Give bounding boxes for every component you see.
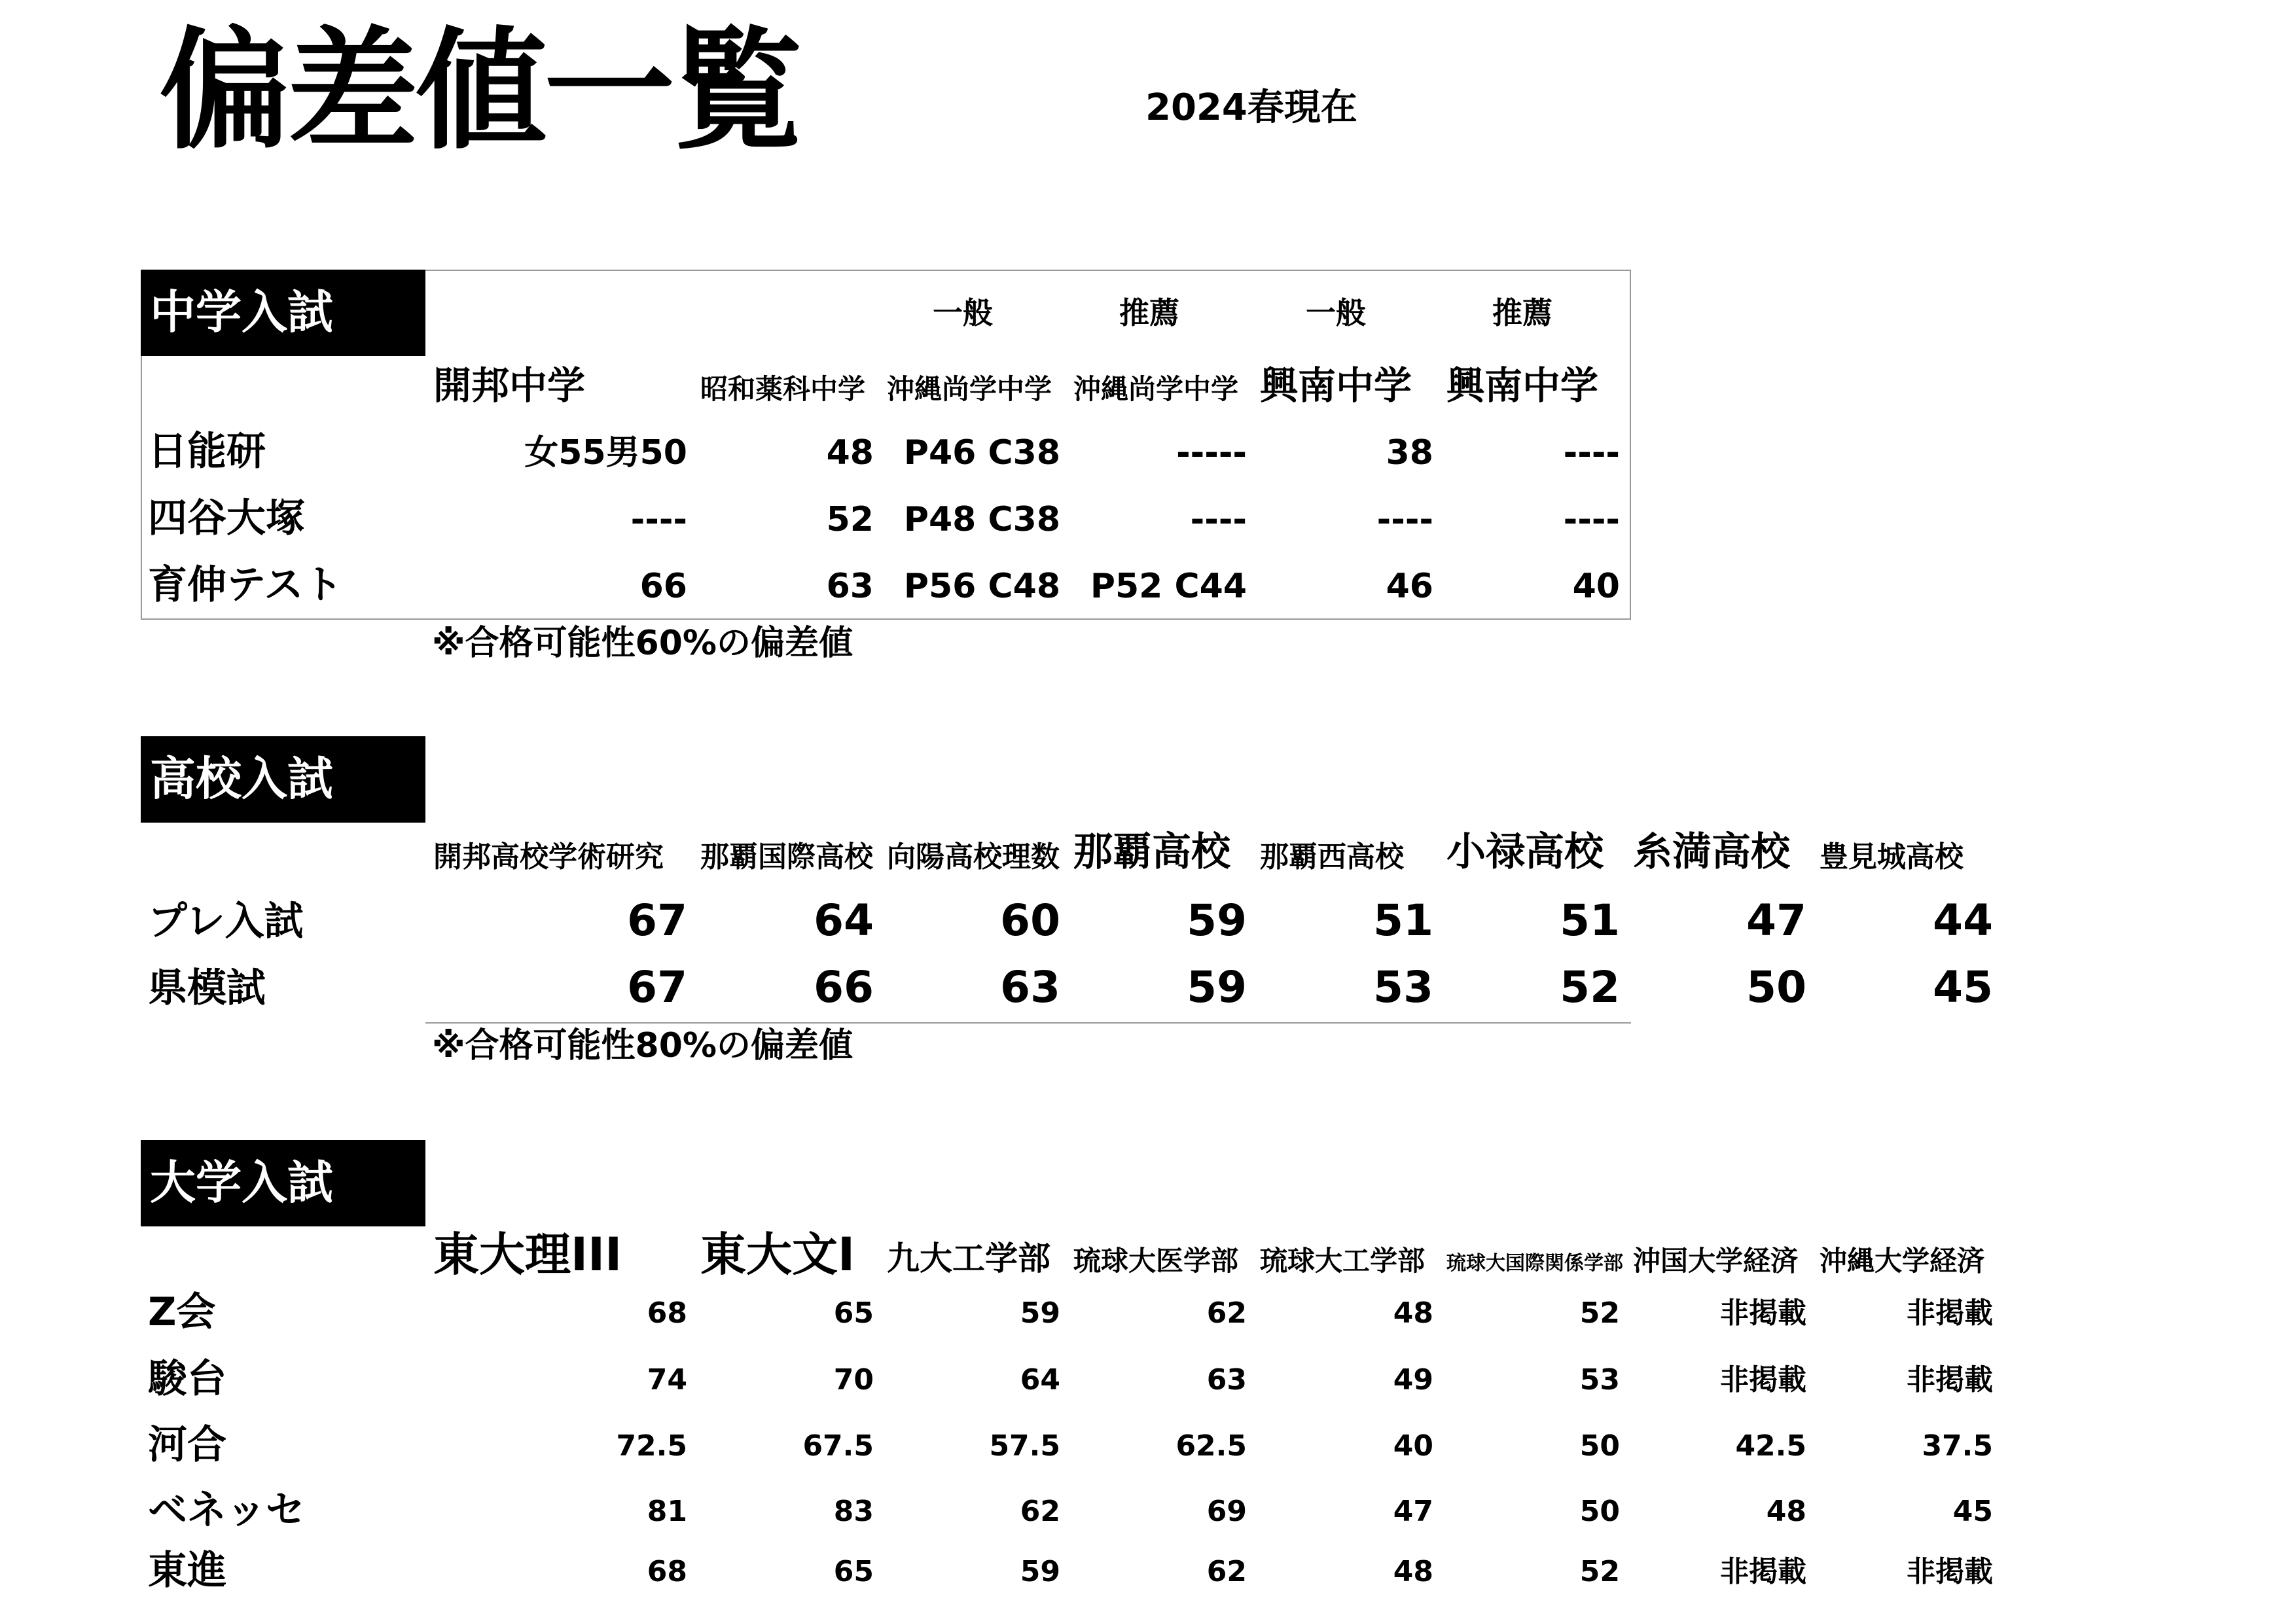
high-school-score: 51 <box>1560 895 1620 946</box>
university-name: 東大文I <box>700 1228 855 1281</box>
university-score: 48 <box>1766 1495 1806 1528</box>
high-school-score: 66 <box>814 962 874 1012</box>
university-name: 沖縄大学経済 <box>1820 1245 1985 1277</box>
middle-school-exam-type: 推薦 <box>1492 295 1552 330</box>
university-score: 48 <box>1393 1296 1433 1330</box>
high-school-score: 64 <box>814 895 874 946</box>
university-score: 45 <box>1952 1495 1993 1528</box>
high-school-score: 45 <box>1933 962 1993 1012</box>
middle-school-score: 48 <box>826 433 874 473</box>
university-score: 74 <box>647 1363 687 1397</box>
university-score: 64 <box>1020 1363 1060 1397</box>
university-score: 68 <box>647 1555 687 1588</box>
middle-school-exam-type: 一般 <box>1306 295 1366 330</box>
university-score: 47 <box>1393 1495 1433 1528</box>
middle-school-score: 52 <box>826 500 874 539</box>
high-school-score: 63 <box>1000 962 1060 1012</box>
middle-school-row-label: 育伸テスト <box>148 562 343 608</box>
middle-school-heading: 中学入試 <box>141 270 425 356</box>
university-score: 68 <box>647 1296 687 1330</box>
university-score: 50 <box>1579 1429 1620 1463</box>
university-score: 非掲載 <box>1907 1363 1993 1397</box>
university-score: 52 <box>1579 1555 1620 1588</box>
high-school-heading: 高校入試 <box>141 736 425 823</box>
middle-school-score: P46 C38 <box>903 433 1060 473</box>
middle-school-name: 沖縄尚学中学 <box>1073 373 1239 405</box>
university-name: 沖国大学経済 <box>1633 1245 1799 1277</box>
university-name: 琉球大国際関係学部 <box>1446 1252 1623 1275</box>
high-school-name: 那覇国際高校 <box>700 840 873 874</box>
middle-school-name: 開邦中学 <box>433 363 586 408</box>
university-score: 59 <box>1020 1555 1060 1588</box>
university-score: 非掲載 <box>1907 1296 1993 1330</box>
high-school-score: 51 <box>1373 895 1433 946</box>
page-title: 偏差値一覧 <box>159 15 801 168</box>
university-score: 81 <box>647 1495 687 1528</box>
university-score: 72.5 <box>616 1429 687 1463</box>
high-school-score: 44 <box>1933 895 1993 946</box>
high-school-name: 那覇高校 <box>1073 829 1230 875</box>
university-row-label: ベネッセ <box>148 1488 305 1533</box>
middle-school-name: 昭和薬科中学 <box>700 373 866 405</box>
university-score: 42.5 <box>1735 1429 1806 1463</box>
high-school-score: 52 <box>1560 962 1620 1012</box>
high-school-name: 小禄高校 <box>1446 829 1604 875</box>
university-score: 59 <box>1020 1296 1060 1330</box>
university-score: 63 <box>1206 1363 1247 1397</box>
high-school-name: 開邦高校学術研究 <box>433 840 664 874</box>
high-school-note: ※合格可能性80%の偏差値 <box>432 1026 853 1065</box>
middle-school-name: 沖縄尚学中学 <box>887 373 1052 405</box>
university-score: 69 <box>1206 1495 1247 1528</box>
university-score: 50 <box>1579 1495 1620 1528</box>
middle-school-score: ---- <box>1563 433 1620 473</box>
university-name: 東大理III <box>433 1228 622 1281</box>
university-row-label: 河合 <box>148 1422 226 1468</box>
university-name: 琉球大医学部 <box>1073 1245 1239 1277</box>
as-of-date: 2024春現在 <box>1145 86 1357 129</box>
high-school-score: 53 <box>1373 962 1433 1012</box>
middle-school-score: P56 C48 <box>903 567 1060 606</box>
high-school-score: 50 <box>1746 962 1806 1012</box>
middle-school-score: ---- <box>1376 500 1433 539</box>
university-name: 琉球大工学部 <box>1260 1245 1426 1277</box>
university-score: 62 <box>1020 1495 1060 1528</box>
university-heading: 大学入試 <box>141 1140 425 1226</box>
university-score: 62.5 <box>1175 1429 1247 1463</box>
middle-school-score: P52 C44 <box>1090 567 1247 606</box>
middle-school-score: 66 <box>639 567 687 606</box>
university-score: 48 <box>1393 1555 1433 1588</box>
university-score: 52 <box>1579 1296 1620 1330</box>
university-row-label: Z会 <box>148 1289 216 1335</box>
high-school-row-label: 県模試 <box>148 965 266 1011</box>
middle-school-row-label: 日能研 <box>148 429 266 474</box>
high-school-name: 糸満高校 <box>1633 829 1790 875</box>
university-score: 非掲載 <box>1720 1555 1806 1588</box>
high-school-row-label: プレ入試 <box>148 899 304 944</box>
university-score: 65 <box>833 1296 874 1330</box>
high-school-underline <box>425 1022 1631 1024</box>
middle-school-score: ----- <box>1176 433 1247 473</box>
high-school-score: 67 <box>627 962 687 1012</box>
university-name: 九大工学部 <box>887 1240 1050 1277</box>
high-school-name: 豊見城高校 <box>1820 840 1964 874</box>
middle-school-score: ---- <box>630 500 687 539</box>
university-row-label: 東進 <box>148 1548 226 1594</box>
university-score: 67.5 <box>802 1429 874 1463</box>
university-score: 40 <box>1393 1429 1433 1463</box>
university-score: 非掲載 <box>1720 1363 1806 1397</box>
university-score: 非掲載 <box>1720 1296 1806 1330</box>
middle-school-score: 40 <box>1572 567 1620 606</box>
middle-school-exam-type: 一般 <box>933 295 993 330</box>
high-school-name: 向陽高校理数 <box>887 840 1060 874</box>
middle-school-score: 女55男50 <box>524 433 687 473</box>
university-score: 57.5 <box>989 1429 1060 1463</box>
middle-school-note: ※合格可能性60%の偏差値 <box>432 624 853 663</box>
middle-school-score: P48 C38 <box>903 500 1060 539</box>
high-school-score: 59 <box>1187 895 1247 946</box>
high-school-score: 67 <box>627 895 687 946</box>
university-score: 非掲載 <box>1907 1555 1993 1588</box>
middle-school-row-label: 四谷大塚 <box>148 495 305 541</box>
university-score: 53 <box>1579 1363 1620 1397</box>
university-score: 70 <box>833 1363 874 1397</box>
high-school-score: 60 <box>1000 895 1060 946</box>
university-score: 83 <box>833 1495 874 1528</box>
middle-school-score: 46 <box>1386 567 1433 606</box>
high-school-score: 59 <box>1187 962 1247 1012</box>
middle-school-score: 38 <box>1386 433 1433 473</box>
university-score: 62 <box>1206 1555 1247 1588</box>
high-school-name: 那覇西高校 <box>1260 840 1404 874</box>
middle-school-name: 興南中学 <box>1260 363 1412 408</box>
university-score: 62 <box>1206 1296 1247 1330</box>
middle-school-score: ---- <box>1190 500 1247 539</box>
middle-school-score: ---- <box>1563 500 1620 539</box>
university-row-label: 駿台 <box>148 1356 226 1402</box>
university-score: 49 <box>1393 1363 1433 1397</box>
middle-school-exam-type: 推薦 <box>1119 295 1179 330</box>
university-score: 37.5 <box>1922 1429 1993 1463</box>
high-school-score: 47 <box>1746 895 1806 946</box>
middle-school-name: 興南中学 <box>1446 363 1599 408</box>
university-score: 65 <box>833 1555 874 1588</box>
middle-school-score: 63 <box>826 567 874 606</box>
